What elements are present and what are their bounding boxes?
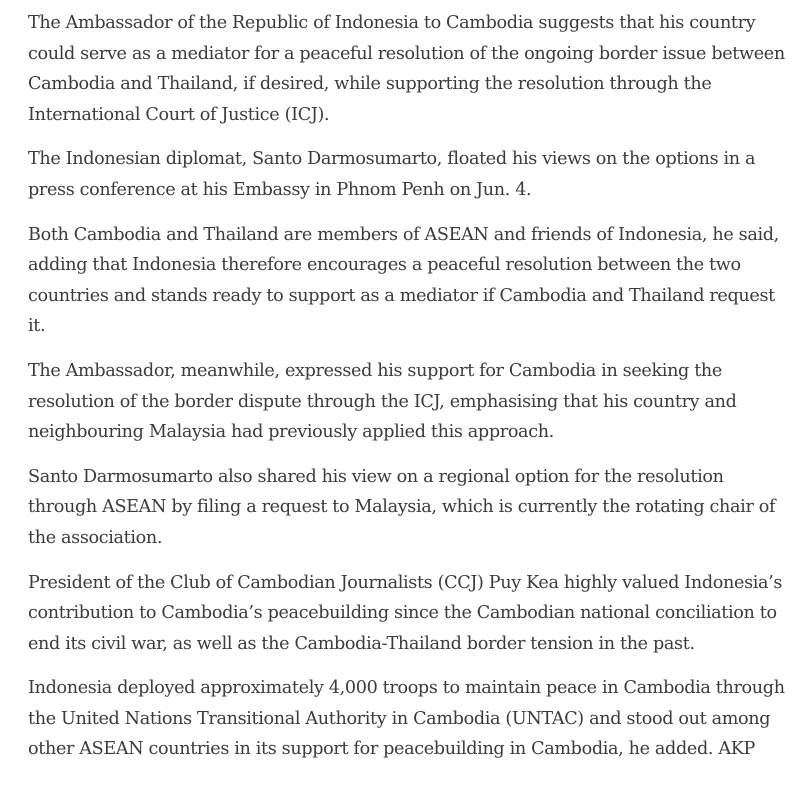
article-paragraph-3: Both Cambodia and Thailand are members of ASEAN and friends of Indonesia, he said, adding that Indonesia therefore encourages a peaceful resolution between the two countries and stands ready to support as a mediator if Cambodia and Thailand request it. bbox=[28, 224, 779, 337]
article-paragraph-6: President of the Club of Cambodian Journalists (CCJ) Puy Kea highly valued Indonesia’s contribution to Cambodia’s peacebuilding since the Cambodian national conciliation to end its civil war, as well as the Cambodia-Thailand border tension in the past. bbox=[28, 572, 783, 654]
article-paragraph-7: Indonesia deployed approximately 4,000 troops to maintain peace in Cambodia through the United Nations Transitional Authority in Cambodia (UNTAC) and stood out among other ASEAN countries in its support for peacebuilding in Cambodia, he added. AKP bbox=[28, 678, 785, 760]
article-paragraph-1: The Ambassador of the Republic of Indonesia to Cambodia suggests that his country could serve as a mediator for a peaceful resolution of the ongoing border issue between Cambodia and Thailand, if desired, while supporting the resolution through the International Court of Justice (ICJ). bbox=[28, 13, 785, 125]
article-paragraph-2: The Indonesian diplomat, Santo Darmosumarto, floated his views on the options in a press conference at his Embassy in Phnom Penh on Jun. 4. bbox=[28, 149, 756, 200]
article-paragraph-5: Santo Darmosumarto also shared his view on a regional option for the resolution through ASEAN by filing a request to Malaysia, which is currently the rotating chair of the association. bbox=[28, 466, 776, 548]
article-body bbox=[28, 8, 788, 765]
article-paragraph-4: The Ambassador, meanwhile, expressed his support for Cambodia in seeking the resolution of the border dispute through the ICJ, emphasising that his country and neighbouring Malaysia had previously applied this approach. bbox=[28, 360, 737, 443]
